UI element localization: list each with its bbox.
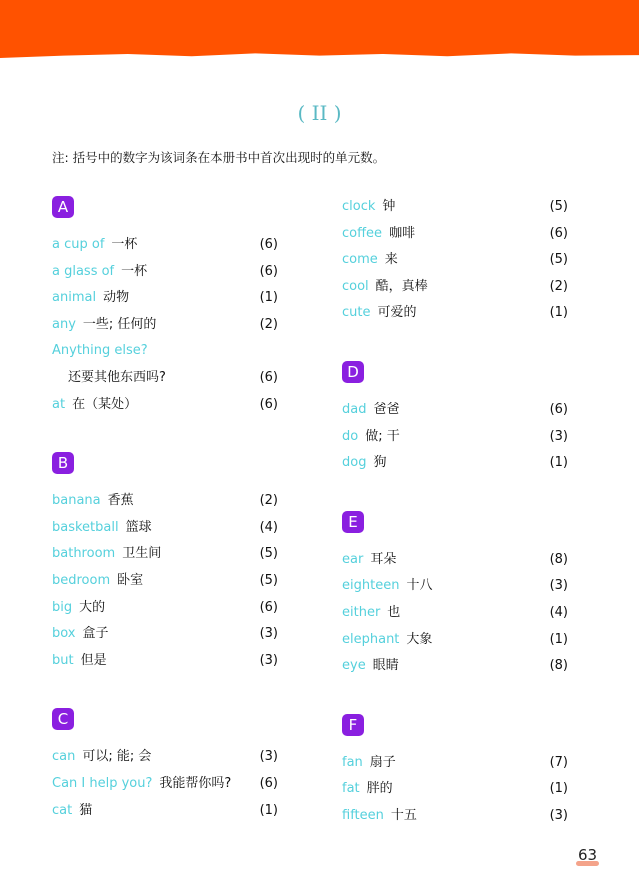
entry-unit-number: (2) bbox=[259, 493, 278, 509]
glossary-entry bbox=[52, 392, 278, 419]
glossary-entry bbox=[52, 595, 278, 622]
entry-unit-number: (7) bbox=[549, 754, 568, 770]
entry-translation: 香蕉 bbox=[107, 493, 134, 509]
letter-badge: A bbox=[52, 196, 74, 218]
entry-word: fat bbox=[342, 781, 360, 797]
entry-translation: 狗 bbox=[373, 455, 387, 471]
entry-word: cute bbox=[342, 305, 371, 321]
glossary-entry bbox=[342, 300, 568, 327]
glossary-entry bbox=[52, 232, 278, 259]
entry-translation: 但是 bbox=[80, 652, 107, 668]
entry-translation: 大象 bbox=[406, 631, 433, 647]
entry-translation: 篮球 bbox=[125, 519, 152, 535]
letter-header bbox=[342, 714, 568, 750]
glossary-section bbox=[52, 708, 278, 824]
letter-badge: E bbox=[342, 511, 364, 533]
entry-word: Can I help you? bbox=[52, 775, 153, 791]
glossary-entry bbox=[52, 515, 278, 542]
entry-word: big bbox=[52, 599, 73, 615]
letter-badge: B bbox=[52, 452, 74, 474]
glossary-entry bbox=[52, 338, 278, 365]
entry-unit-number: (8) bbox=[549, 551, 568, 567]
entry-word: coffee bbox=[342, 225, 383, 241]
letter-badge: F bbox=[342, 714, 364, 736]
glossary-entry bbox=[342, 776, 568, 803]
page-number: 63 bbox=[578, 846, 598, 864]
entry-word: Anything else? bbox=[52, 343, 148, 359]
entry-word: do bbox=[342, 428, 359, 444]
glossary-entry bbox=[342, 653, 568, 680]
entry-unit-number: (6) bbox=[259, 396, 278, 412]
glossary-entry bbox=[52, 771, 278, 798]
letter-header bbox=[52, 196, 278, 232]
glossary-entry bbox=[342, 221, 568, 248]
entry-unit-number: (3) bbox=[549, 807, 568, 823]
letter-badge: C bbox=[52, 708, 74, 730]
letter-header bbox=[52, 708, 278, 744]
glossary-entry bbox=[52, 488, 278, 515]
entry-translation: 耳朵 bbox=[370, 551, 397, 567]
entry-word: at bbox=[52, 396, 66, 412]
entry-translation: 酷，真棒 bbox=[375, 278, 428, 294]
glossary-entry bbox=[52, 744, 278, 771]
section-subtitle: ( II ) bbox=[297, 101, 342, 125]
entry-word: dog bbox=[342, 455, 367, 471]
entry-translation: 十八 bbox=[406, 578, 433, 594]
entry-translation: 钟 bbox=[382, 199, 396, 214]
glossary-section bbox=[52, 452, 278, 674]
entry-word: eighteen bbox=[342, 578, 400, 594]
entry-unit-number: (1) bbox=[259, 802, 278, 818]
entry-word: dad bbox=[342, 401, 367, 417]
entry-translation: 眼睛 bbox=[372, 658, 399, 674]
entry-word: cool bbox=[342, 278, 369, 294]
entry-translation: 卫生间 bbox=[122, 546, 162, 562]
entry-translation: 一杯 bbox=[111, 237, 138, 252]
entry-unit-number: (6) bbox=[259, 599, 278, 615]
glossary-entry bbox=[52, 541, 278, 568]
entry-unit-number: (2) bbox=[259, 316, 278, 332]
glossary-entry bbox=[52, 568, 278, 595]
glossary-entry bbox=[342, 274, 568, 301]
entry-word: any bbox=[52, 316, 76, 332]
entry-translation: 来 bbox=[384, 252, 398, 268]
entry-translation: 动物 bbox=[103, 290, 130, 306]
entry-word: bathroom bbox=[52, 546, 116, 562]
entry-word: animal bbox=[52, 290, 97, 306]
glossary-entry bbox=[342, 600, 568, 627]
entry-translation: 可爱的 bbox=[377, 305, 417, 321]
entry-unit-number: (6) bbox=[259, 237, 278, 252]
glossary-entry bbox=[52, 285, 278, 312]
letter-header bbox=[342, 361, 568, 397]
entry-word: fifteen bbox=[342, 807, 384, 823]
entry-translation: 卧室 bbox=[117, 572, 144, 588]
entry-unit-number: (3) bbox=[259, 652, 278, 668]
entry-unit-number: (3) bbox=[549, 428, 568, 444]
entry-word: but bbox=[52, 652, 74, 668]
entry-translation: 扇子 bbox=[369, 754, 396, 770]
entry-word: cat bbox=[52, 802, 73, 818]
entry-word: box bbox=[52, 626, 76, 642]
entry-unit-number: (4) bbox=[549, 604, 568, 620]
glossary-section bbox=[342, 194, 568, 327]
glossary-entry bbox=[342, 397, 568, 424]
entry-unit-number: (5) bbox=[259, 546, 278, 562]
entry-word: banana bbox=[52, 493, 101, 509]
glossary-section bbox=[52, 196, 278, 418]
entry-translation: 十五 bbox=[390, 807, 417, 823]
entry-translation: 我能帮你吗? bbox=[159, 775, 232, 791]
entry-translation: 咖啡 bbox=[389, 225, 416, 241]
entry-translation: 可以; 能; 会 bbox=[82, 749, 152, 765]
entry-word: fan bbox=[342, 754, 363, 770]
glossary-entry bbox=[52, 312, 278, 339]
glossary-entry bbox=[342, 450, 568, 477]
entry-translation: 胖的 bbox=[366, 781, 393, 797]
entry-word: ear bbox=[342, 551, 364, 567]
entry-unit-number: (8) bbox=[549, 658, 568, 674]
note-text: 注: 括号中的数字为该词条在本册书中首次出现时的单元数。 bbox=[52, 150, 386, 165]
glossary-entry bbox=[342, 194, 568, 221]
glossary-section bbox=[342, 511, 568, 680]
entry-unit-number: (6) bbox=[259, 775, 278, 791]
glossary-section bbox=[342, 361, 568, 477]
entry-unit-number: (1) bbox=[549, 455, 568, 471]
entry-unit-number: (5) bbox=[549, 252, 568, 268]
entry-translation: 大的 bbox=[79, 599, 106, 615]
entry-word: a glass of bbox=[52, 263, 115, 279]
entry-unit-number: (5) bbox=[259, 572, 278, 588]
glossary-entry bbox=[342, 547, 568, 574]
entry-translation: 还要其他东西吗? bbox=[68, 369, 166, 385]
glossary-entry bbox=[342, 247, 568, 274]
entry-unit-number: (3) bbox=[549, 578, 568, 594]
entry-translation: 一些; 任何的 bbox=[82, 316, 157, 332]
entry-unit-number: (1) bbox=[549, 631, 568, 647]
orange-header-banner bbox=[0, 0, 639, 58]
entry-unit-number: (6) bbox=[549, 225, 568, 241]
entry-unit-number: (6) bbox=[259, 263, 278, 279]
entry-word: either bbox=[342, 604, 381, 620]
glossary-entry bbox=[342, 750, 568, 777]
glossary-entry bbox=[52, 648, 278, 675]
entry-translation: 猫 bbox=[79, 802, 93, 818]
entry-unit-number: (6) bbox=[259, 369, 278, 385]
entry-translation: 爸爸 bbox=[373, 401, 400, 417]
glossary-entry bbox=[52, 621, 278, 648]
entry-unit-number: (1) bbox=[259, 290, 278, 306]
entry-unit-number: (1) bbox=[549, 305, 568, 321]
entry-unit-number: (2) bbox=[549, 278, 568, 294]
entry-word: a cup of bbox=[52, 237, 105, 252]
glossary-column-left bbox=[52, 196, 278, 824]
glossary-entry bbox=[342, 803, 568, 830]
entry-word: clock bbox=[342, 199, 376, 214]
letter-header bbox=[52, 452, 278, 488]
entry-word: come bbox=[342, 252, 378, 268]
entry-word: eye bbox=[342, 658, 366, 674]
entry-word: elephant bbox=[342, 631, 400, 647]
entry-translation: 做; 干 bbox=[365, 428, 400, 444]
entry-translation: 盒子 bbox=[82, 626, 109, 642]
entry-unit-number: (5) bbox=[549, 199, 568, 214]
glossary-entry bbox=[342, 627, 568, 654]
glossary-entry bbox=[52, 365, 278, 392]
glossary-column-right bbox=[342, 194, 568, 830]
entry-translation: 也 bbox=[387, 604, 401, 620]
entry-unit-number: (6) bbox=[549, 401, 568, 417]
entry-unit-number: (3) bbox=[259, 626, 278, 642]
entry-word: can bbox=[52, 749, 76, 765]
entry-unit-number: (1) bbox=[549, 781, 568, 797]
glossary-section bbox=[342, 714, 568, 830]
glossary-entry bbox=[342, 573, 568, 600]
entry-unit-number: (4) bbox=[259, 519, 278, 535]
glossary-entry bbox=[52, 798, 278, 825]
glossary-entry bbox=[342, 424, 568, 451]
entry-unit-number: (3) bbox=[259, 749, 278, 765]
entry-word: basketball bbox=[52, 519, 119, 535]
entry-translation: 在（某处） bbox=[72, 396, 138, 412]
letter-header bbox=[342, 511, 568, 547]
entry-translation: 一杯 bbox=[121, 263, 148, 279]
glossary-entry bbox=[52, 259, 278, 286]
entry-word: bedroom bbox=[52, 572, 111, 588]
letter-badge: D bbox=[342, 361, 364, 383]
